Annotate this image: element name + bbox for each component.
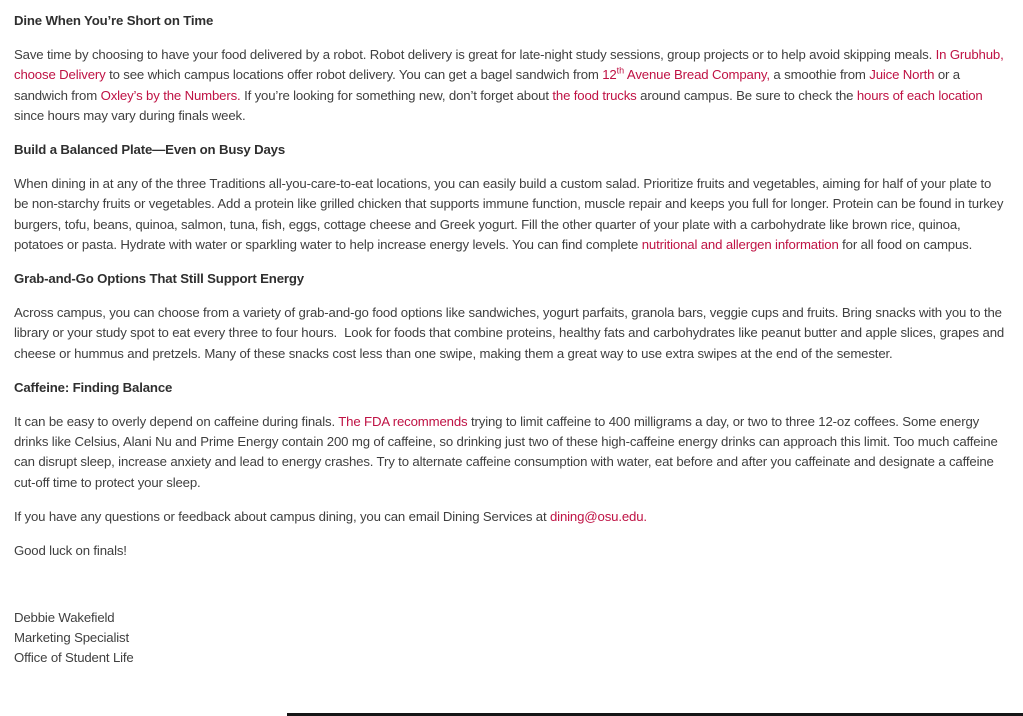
link-fda-recommends[interactable]: The FDA recommends bbox=[338, 413, 468, 429]
signature-line: Office of Student Life bbox=[14, 650, 134, 666]
text-segment: trying to limit caffeine to 400 milligrams a day, or two to three 12-oz coffees. Some energy drinks like Celsius, Alani Nu and Prime Energy contain 200 mg of caffeine, so drinking just two of these high-caffeine energy drinks can approach this limit. Too much caffeine can disrupt sleep, increase anxiety and lead to energy crashes. Try to alternate caffeine consumption with water, eat before and after you caffeinate and designate a caffeine cut-off time to protect your sleep. bbox=[14, 413, 998, 490]
link-oxleys-by-the-numbers[interactable]: Oxley’s by the Numbers. bbox=[100, 87, 241, 103]
text-segment: If you have any questions or feedback about campus dining, you can email Dining Services at bbox=[14, 508, 550, 524]
paragraph-caffeine bbox=[14, 412, 1009, 494]
heading-caffeine-finding-balance: Caffeine: Finding Balance bbox=[14, 379, 173, 395]
signature-line: Marketing Specialist bbox=[14, 629, 130, 645]
link-grubhub-choose-delivery[interactable]: In Grubhub, choose Delivery bbox=[14, 46, 1004, 83]
text-segment: Across campus, you can choose from a variety of grab-and-go food options like sandwiches, yogurt parfaits, granola bars, veggie cups and fruits. Bring snacks with you to the library or your study spot to eat every three to four hours. Look for foods that combine proteins, healthy fats and carbohydrates like peanut butter and apple slices, grapes and cheese or hummus and pretzels. Many of these snacks cost less than one swipe, making them a great way to use extra swipes at the end of the semester. bbox=[14, 304, 1005, 361]
text-segment: If you’re looking for something new, don’t forget about bbox=[240, 87, 553, 103]
link-food-trucks[interactable]: the food trucks bbox=[552, 87, 637, 103]
signature-line: Debbie Wakefield bbox=[14, 609, 115, 625]
signature-gap bbox=[14, 575, 1009, 608]
link-hours-of-each-location[interactable]: hours of each location bbox=[856, 87, 983, 103]
link-dining-email[interactable]: dining@osu.edu. bbox=[550, 508, 647, 524]
link-12th-avenue-bread-company-sup[interactable]: th bbox=[616, 65, 625, 76]
text-segment: a smoothie from bbox=[769, 67, 870, 83]
text-segment: for all food on campus. bbox=[838, 237, 973, 253]
link-12th-avenue-bread-company[interactable]: 12 bbox=[602, 67, 617, 83]
link-12th-avenue-bread-company-rest[interactable]: Avenue Bread Company, bbox=[624, 67, 770, 83]
text-segment: since hours may vary during finals week. bbox=[14, 108, 246, 124]
heading-grab-and-go: Grab-and-Go Options That Still Support Energy bbox=[14, 271, 304, 287]
text-segment: Good luck on finals! bbox=[14, 542, 127, 558]
heading-build-balanced-plate: Build a Balanced Plate—Even on Busy Days bbox=[14, 142, 286, 158]
text-segment: When dining in at any of the three Traditions all-you-care-to-eat locations, you can easily build a custom salad. Prioritize fruits and vegetables, aiming for half of your plate to be non-starchy fruits or vegetables. Add a protein like grilled chicken that supports immune function, muscle repair and keeps you full for longer. Protein can be found in turkey burgers, tofu, beans, quinoa, salmon, tuna, fish, eggs, cottage cheese and Greek yogurt. Fill the other quarter of your plate with a carbohydrate like brown rice, quinoa, potatoes or pasta. Hydrate with water or sparkling water to help increase energy levels. You can find complete bbox=[14, 175, 1004, 253]
link-nutritional-allergen-info[interactable]: nutritional and allergen information bbox=[641, 237, 839, 253]
signature-block bbox=[14, 608, 1009, 669]
paragraph-grab-and-go bbox=[14, 303, 1009, 364]
paragraph-good-luck bbox=[14, 541, 1009, 561]
paragraph-robot-delivery bbox=[14, 45, 1009, 127]
paragraph-balanced-plate bbox=[14, 174, 1009, 256]
text-segment: Save time by choosing to have your food delivered by a robot. Robot delivery is great for late-night study sessions, group projects or to help avoid skipping meals. bbox=[14, 46, 936, 62]
heading-dine-when-short-on-time: Dine When You’re Short on Time bbox=[14, 13, 214, 28]
paragraph-questions-feedback bbox=[14, 507, 1009, 527]
link-juice-north[interactable]: Juice North bbox=[869, 67, 935, 83]
text-segment: It can be easy to overly depend on caffeine during finals. bbox=[14, 413, 339, 429]
text-segment: around campus. Be sure to check the bbox=[636, 87, 857, 103]
text-segment: or a sandwich from bbox=[14, 67, 960, 103]
text-segment: to see which campus locations offer robot delivery. You can get a bagel sandwich from bbox=[105, 67, 603, 83]
